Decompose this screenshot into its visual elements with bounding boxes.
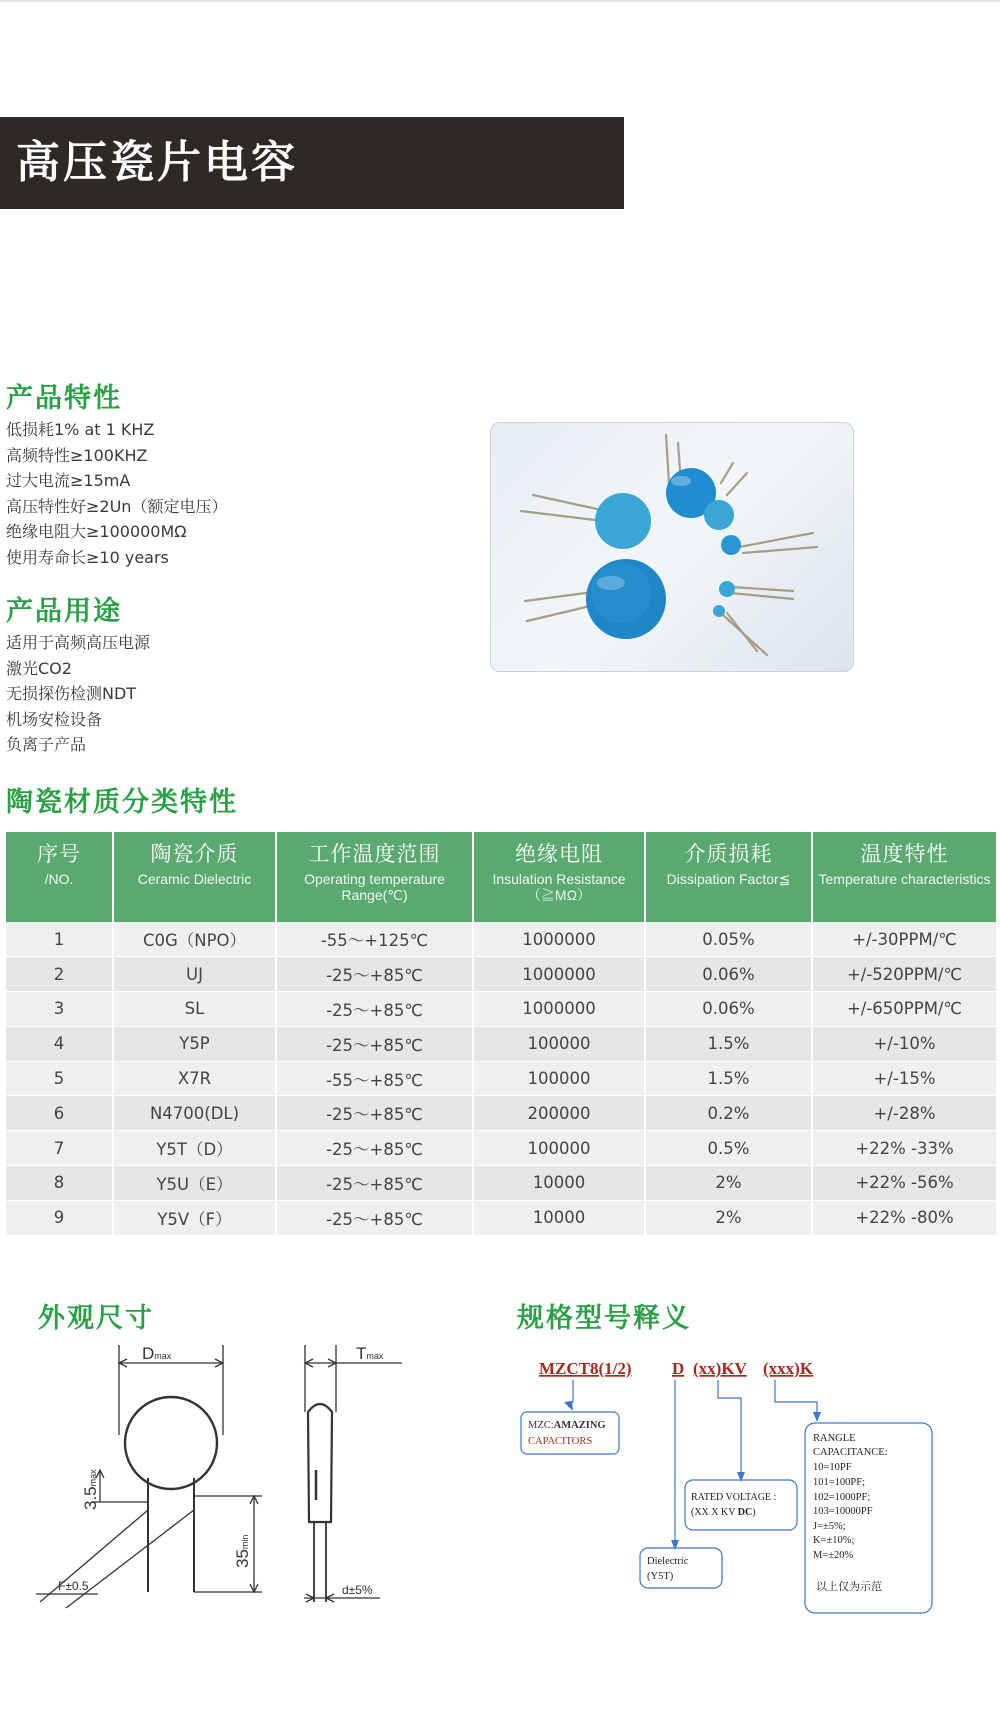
cap-line: J=±5%;	[813, 1521, 846, 1532]
features-heading: 产品特性	[6, 383, 122, 414]
mzc-line-2: CAPACITORS	[528, 1436, 593, 1447]
cap-line: K=±10%;	[813, 1535, 855, 1546]
list-item: 负离子产品	[6, 735, 87, 755]
classification-table	[6, 832, 996, 1236]
cap-line: RANGLE	[813, 1433, 856, 1444]
list-item: 低损耗1% at 1 KHZ	[6, 420, 155, 439]
dimensions-heading: 外观尺寸	[38, 1303, 154, 1334]
product-photo	[490, 422, 854, 672]
capacitor-illustration	[491, 423, 853, 671]
lead-diameter-label: d±5%	[342, 1583, 373, 1597]
top-divider	[0, 0, 1000, 2]
code-dielectric: D	[672, 1359, 685, 1378]
code-voltage: (xx)KV	[693, 1359, 747, 1378]
code-series: MZCT8(1/2)	[539, 1359, 632, 1378]
table-row: 2 UJ -25～+85℃ 1000000 0.06% +/-520PPM/℃	[6, 957, 996, 992]
list-item: 激光CO2	[6, 658, 72, 678]
column-header: 序号 /NO.	[6, 832, 113, 922]
column-header: 工作温度范围 Operating temperature Range(℃)	[276, 832, 473, 922]
dielectric-line-2: (Y5T)	[647, 1571, 674, 1582]
voltage-line-2: (XX X KV DC)	[691, 1507, 756, 1518]
cap-line: CAPACITANCE:	[813, 1447, 888, 1458]
model-code-heading: 规格型号释义	[517, 1303, 691, 1334]
list-item: 适用于高频高压电源	[6, 633, 151, 652]
column-header: 温度特性 Temperature characteristics	[812, 832, 996, 922]
list-item: 使用寿命长≥10 years	[6, 547, 169, 567]
table-row: 9 Y5V（F） -25～+85℃ 10000 2% +22% -80%	[6, 1200, 996, 1235]
table-row: 1 C0G（NPO） -55～+125℃ 1000000 0.05% +/-30PPM/℃	[6, 922, 996, 957]
cap-line: 103=10000PF	[813, 1506, 873, 1517]
lead-spacing-label: F±0.5	[58, 1579, 89, 1593]
classification-heading: 陶瓷材质分类特性	[6, 787, 238, 818]
column-header: 陶瓷介质 Ceramic Dielectric	[113, 832, 276, 922]
body-height-label: 3.5max	[81, 1469, 100, 1510]
list-item: 机场安检设备	[6, 709, 103, 729]
applications-list	[6, 630, 150, 758]
cap-line: 10=10PF	[813, 1462, 852, 1473]
list-item: 高频特性≥100KHZ	[6, 445, 148, 465]
cap-line: M=±20%	[813, 1550, 854, 1561]
cap-note: 以上仅为示范	[816, 1580, 882, 1593]
column-header: 介质损耗 Dissipation Factor≦	[645, 832, 812, 922]
d-max-label: Dmax	[142, 1344, 172, 1363]
list-item: 高压特性好≥2Un（额定电压）	[6, 496, 228, 516]
applications-heading: 产品用途	[6, 596, 122, 627]
table-row: 3 SL -25～+85℃ 1000000 0.06% +/-650PPM/℃	[6, 992, 996, 1027]
table-row: 7 Y5T（D） -25～+85℃ 100000 0.5% +22% -33%	[6, 1131, 996, 1166]
t-max-label: Tmax	[356, 1344, 384, 1363]
features-list	[6, 417, 227, 571]
dimension-drawing	[30, 1340, 430, 1620]
list-item: 无损探伤检测NDT	[6, 684, 137, 704]
table-header-row	[6, 832, 996, 922]
page-title: 高压瓷片电容	[0, 117, 624, 209]
table-row: 5 X7R -55～+85℃ 100000 1.5% +/-15%	[6, 1061, 996, 1096]
table-row: 8 Y5U（E） -25～+85℃ 10000 2% +22% -56%	[6, 1166, 996, 1201]
lead-length-label: 35min	[233, 1534, 252, 1568]
model-code-diagram	[505, 1340, 975, 1630]
table-row: 6 N4700(DL) -25～+85℃ 200000 0.2% +/-28%	[6, 1096, 996, 1131]
table-row: 4 Y5P -25～+85℃ 100000 1.5% +/-10%	[6, 1026, 996, 1061]
column-header: 绝缘电阻 Insulation Resistance （≧MΩ）	[473, 832, 645, 922]
cap-line: 102=1000PF;	[813, 1492, 871, 1503]
voltage-line-1: RATED VOLTAGE :	[691, 1492, 777, 1503]
list-item: 过大电流≥15mA	[6, 471, 131, 491]
cap-line: 101=100PF;	[813, 1477, 866, 1488]
list-item: 绝缘电阻大≥100000MΩ	[6, 522, 187, 542]
dielectric-line-1: Dielectric	[647, 1556, 689, 1567]
code-capacitance: (xxx)K	[763, 1359, 814, 1378]
mzc-line-1: MZC:AMAZING	[528, 1420, 606, 1431]
